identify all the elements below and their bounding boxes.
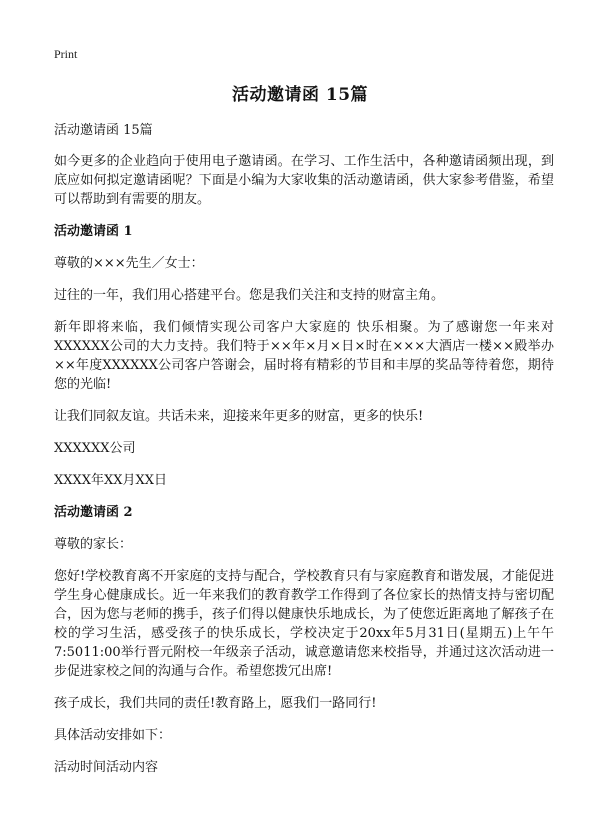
page-title: 活动邀请函 15篇 [231,85,369,105]
section2-paragraph-3: 具体活动安排如下： [54,728,172,743]
article-subtitle: 活动邀请函 15篇 [54,123,153,138]
intro-paragraph: 如今更多的企业趋向于使用电子邀请函。在学习、工作生活中，各种邀请函频出现，到底应如何拟定邀请函呢？下面是小编为大家收集的活动邀请函，供大家参考借鉴，希望可以帮助到有需要的朋友。 [54,154,554,207]
section1-paragraph-3: 让我们同叙友谊。共话未来，迎接来年更多的财富，更多的快乐! [54,409,424,424]
section1-date: XXXX年XX月XX日 [54,473,168,488]
section1-signature: XXXXXX公司 [54,441,136,456]
article-body [54,121,554,790]
section2-paragraph-1: 您好!学校教育离不开家庭的支持与配合，学校教育只有与家庭教育和谐发展，才能促进学生身心健康成长。近一年来我们的教育教学工作得到了各位家长的热情支持与密切配合，因为您与老师的携手，孩子们得以健康快乐地成长，为了使您近距离地了解孩子在校的学习生活，感受孩子的快乐成长，学校决定于20xx年5月31日(星期五)上午午7:5011:00举行晋元附校一年级亲子活动，诚意邀请您来校指导，并通过这次活动进一步促进家校之间的沟通与合作。希望您拨冗出席! [54,569,554,679]
section2-paragraph-4: 活动时间活动内容 [54,760,159,775]
print-link[interactable]: Print [54,47,78,61]
section1-greeting: 尊敬的×××先生／女士： [54,256,204,271]
section-heading-2: 活动邀请函 2 [54,505,133,520]
section2-greeting: 尊敬的家长： [54,537,133,552]
section2-paragraph-2: 孩子成长，我们共同的责任!教育路上，愿我们一路同行! [54,696,377,711]
section1-paragraph-1: 过往的一年，我们用心搭建平台。您是我们关注和支持的财富主角。 [54,288,445,303]
section-heading-1: 活动邀请函 1 [54,224,133,239]
section1-paragraph-2: 新年即将来临，我们倾情实现公司客户大家庭的 快乐相聚。为了感谢您一年来对XXXXXX公司的大力支持。我们特于××年×月×日×时在×××大酒店一楼××殿举办××年度XXXXXX公司客户答谢会，届时将有精彩的节目和丰厚的奖品等待着您，期待您的光临! [54,320,554,392]
